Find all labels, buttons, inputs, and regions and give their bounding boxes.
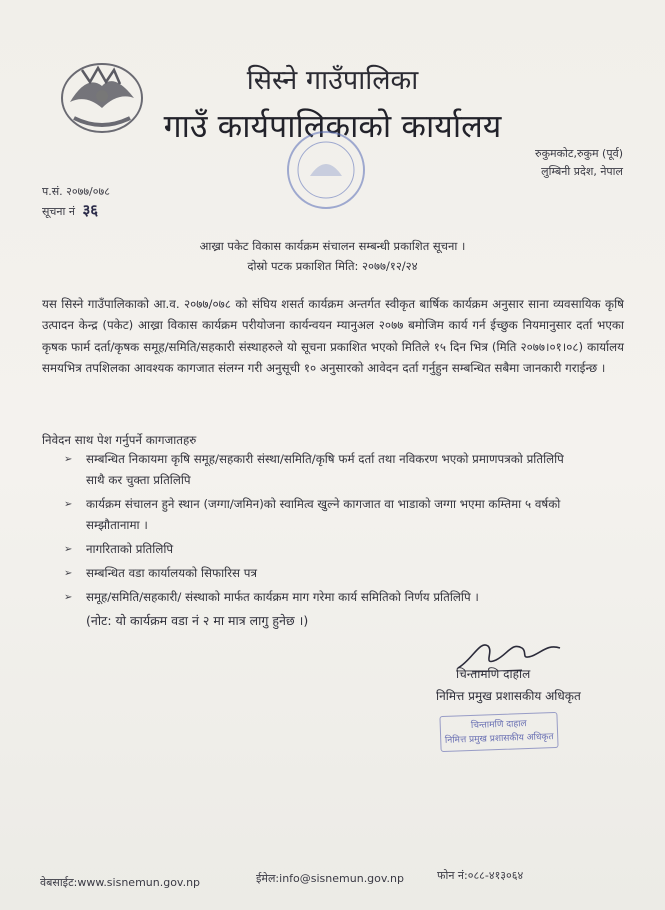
footer-phone: फोन नं:०८८-४१३०६४ [437,869,524,882]
notice-title-block [0,236,665,276]
arrow-bullet-icon: ➢ [64,592,73,603]
documents-list [64,449,584,611]
footer-email: ईमेल:info@sisnemun.gov.np [256,872,405,885]
address-line: लुम्बिनी प्रदेश, नेपाल [541,165,623,178]
notice-subtitle: दोस्रो पटक प्रकाशित मिति: २०७७/१२/२४ [247,259,418,273]
address-line: रुकुमकोट,रुकुम (पूर्व) [535,147,623,160]
office-seal-icon [284,128,368,212]
reference-block [42,183,110,221]
arrow-bullet-icon: ➢ [64,454,73,465]
office-address [535,145,623,181]
signatory-block [436,663,581,707]
arrow-bullet-icon: ➢ [64,499,73,510]
list-item: ➢ समूह/समिति/सहकारी/ संस्थाको मार्फत कार्यक्रम माग गरेमा कार्य समितिको निर्णय प्रतिलिपि । [64,587,584,608]
signatory-name: चिन्तामणि दाहाल [456,667,531,681]
list-item: ➢ सम्बन्धित वडा कार्यालयको सिफारिस पत्र [64,563,584,584]
notice-number-label: सूचना नं [42,205,75,218]
arrow-bullet-icon: ➢ [64,544,73,555]
official-stamp [439,712,558,752]
notice-number: ३६ [82,201,99,219]
list-item: ➢ सम्बन्धित निकायमा कृषि समूह/सहकारी संस्था/समिति/कृषि फर्म दर्ता तथा नविकरण भएको प्रमाणपत्रको प्रतिलिपि साथै कर चुक्ता प्रतिलिपि [64,449,584,491]
list-item: ➢ कार्यक्रम संचालन हुने स्थान (जग्गा/जमिन)को स्वामित्व खुल्ने कागजात वा भाडाको जग्गा भएमा कम्तिमा ५ वर्षको सम्झौतानामा । [64,494,584,536]
municipality-name: सिस्ने गाउँपालिका [246,65,419,96]
notice-body: यस सिस्ने गाउँपालिकाको आ.व. २०७७/०७८ को संघिय शसर्त कार्यक्रम अन्तर्गत स्वीकृत बार्षिक कार्यक्रम अनुसार साना व्यवसायिक कृषि उत्पादन केन्द्र (पकेट) आख्रा विकास कार्यक्रम परीयोजना कार्यन्वयन म्यानुअल २०७७ बमोजिम कार्य गर्न ईच्छुक नियमानुसार दर्ता भएका कृषक फार्म दर्ता/कृषक समूह/समिति/सहकारी संस्थाहरुले यो सूचना प्रकाशित भएको मितिले १५ दिन भित्र (मिति २०७७।०१।०८) कार्यालय समयभित्र तपशिलका आवश्यक कागजात संलग्न गरी अनुसूची १० अनुसारको आवेदन दर्ता गर्नुहुन सम्बन्धित सबैमा जानकारी गराईन्छ । [42,297,624,376]
signatory-title: निमित्त प्रमुख प्रशासकीय अधिकृत [436,689,581,703]
documents-heading: निवेदन साथ पेश गर्नुपर्ने कागजातहरु [42,433,197,447]
footer-website: वेबसाईट:www.sisnemun.gov.np [40,876,201,889]
arrow-bullet-icon: ➢ [64,568,73,579]
fiscal-year: प.सं. २०७७/०७८ [42,185,110,198]
stamp-line: चिन्तामणि दाहाल [470,719,527,731]
ward-note: (नोट: यो कार्यक्रम वडा नं २ मा मात्र लागु हुनेछ ।) [86,613,309,628]
office-name: गाउँ कार्यपालिकाको कार्यालय [163,107,502,145]
list-item: ➢ नागरिताको प्रतिलिपि [64,539,584,560]
notice-number-line [42,201,110,221]
stamp-line: निमित्त प्रमुख प्रशासकीय अधिकृत [444,732,554,746]
notice-title: आख्रा पकेट विकास कार्यक्रम संचालन सम्बन्धी प्रकाशित सूचना । [199,239,466,253]
